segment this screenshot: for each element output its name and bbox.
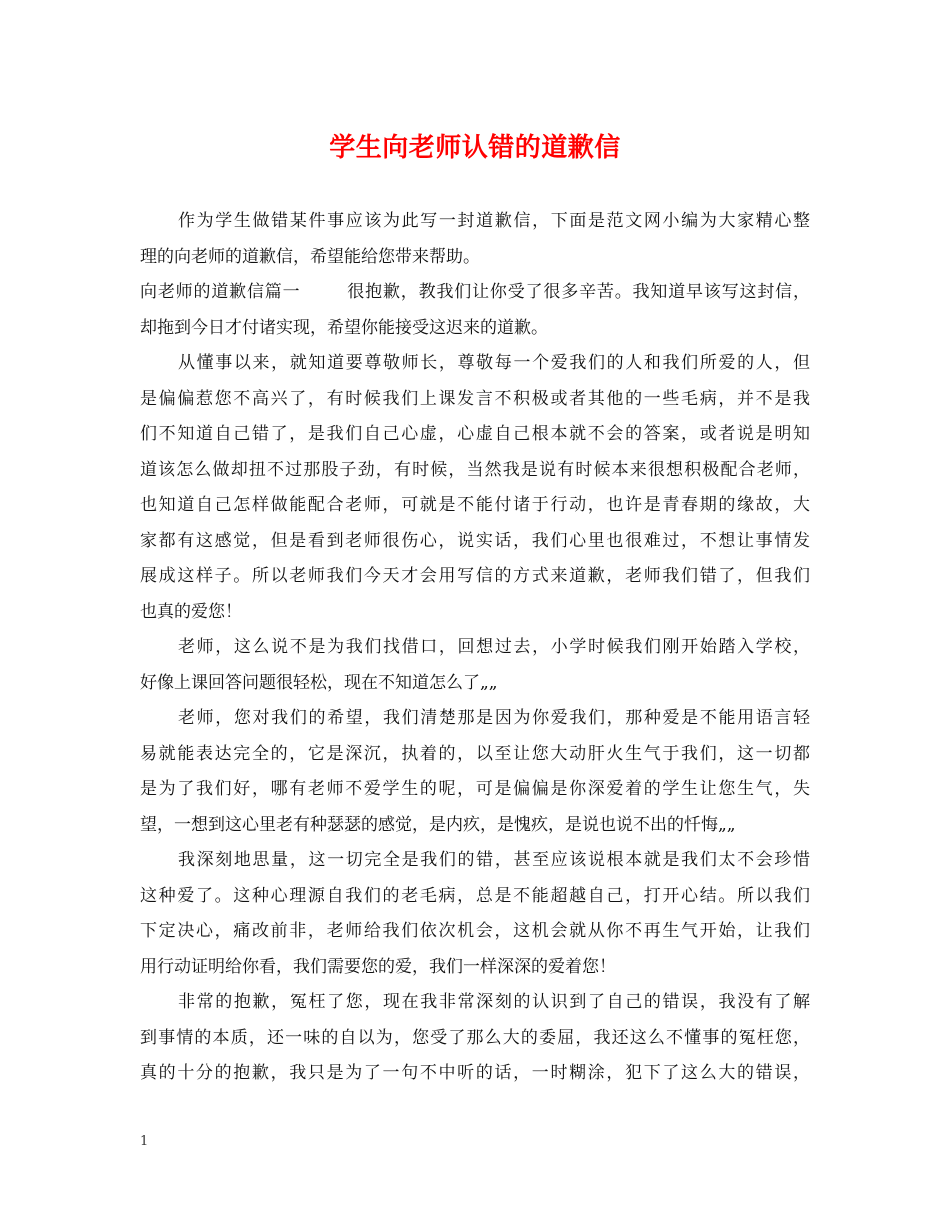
- body-line: 也真的爱您！: [140, 601, 242, 622]
- body-line: 是为了我们好，哪有老师不爱学生的呢，可是偏偏是你深爱着的学生让您生气，失: [140, 779, 810, 799]
- section-heading: 向老师的道歉信篇一: [140, 282, 301, 302]
- body-line: 道该怎么做却扭不过那股子劲，有时候，当然我是说有时候本来很想积极配合老师，: [140, 459, 810, 480]
- body-line: 是偏偏惹您不高兴了，有时候我们上课发言不积极或者其他的一些毛病，并不是我: [140, 388, 810, 409]
- body-line: 老师，这么说不是为我们找借口，回想过去，小学时候我们刚开始踏入学校，: [178, 637, 810, 657]
- body-line: 展成这样子。所以老师我们今天才会用写信的方式来道歉，老师我们错了，但我们: [140, 566, 810, 586]
- body-line: 也知道自己怎样做能配合老师，可就是不能付诸于行动，也许是青春期的缘故，大: [140, 495, 810, 515]
- body-line: 作为学生做错某件事应该为此写一封道歉信，下面是范文网小编为大家精心整: [178, 211, 810, 231]
- body-line: [140, 275, 810, 311]
- document-body: [140, 204, 810, 1092]
- body-line: 从懂事以来，就知道要尊敬师长，尊敬每一个爱我们的人和我们所爱的人，但: [178, 353, 810, 373]
- body-line: 我深刻地思量，这一切完全是我们的错，甚至应该说根本就是我们太不会珍惜: [178, 850, 810, 870]
- body-line: 却拖到今日才付诸实现，希望你能接受这迟来的道歉。: [140, 317, 548, 338]
- body-line: 下定决心，痛改前非，老师给我们依次机会，这机会就从你不再生气开始，让我们: [140, 921, 810, 941]
- body-line: 好像上课回答问题很轻松，现在不知道怎么了„„: [140, 672, 498, 693]
- body-line: 这种爱了。这种心理源自我们的老毛病，总是不能超越自己，打开心结。所以我们: [140, 885, 810, 906]
- body-line: 家都有这感觉，但是看到老师很伤心，说实话，我们心里也很难过，不想让事情发: [140, 530, 810, 551]
- body-line: 望，一想到这心里老有种瑟瑟的感觉，是内疚，是愧疚，是说也说不出的忏悔„„: [140, 814, 736, 835]
- body-line: 理的向老师的道歉信，希望能给您带来帮助。: [140, 246, 480, 267]
- body-line: 到事情的本质，还一味的自以为，您受了那么大的委屈，我还这么不懂事的冤枉您，: [140, 1027, 810, 1048]
- document-title: 学生向老师认错的道歉信: [329, 133, 621, 163]
- body-line: 们不知道自己错了，是我们自己心虚，心虚自己根本就不会的答案，或者说是明知: [140, 424, 810, 444]
- page-number: 1: [140, 1134, 149, 1149]
- body-line: 用行动证明给你看，我们需要您的爱，我们一样深深的爱着您！: [140, 956, 616, 977]
- body-line-text: 很抱歉，教我们让你受了很多辛苦。我知道早该写这封信，: [346, 282, 810, 302]
- body-line: 老师，您对我们的希望，我们清楚那是因为你爱我们，那种爱是不能用语言轻: [178, 708, 810, 728]
- body-line: 非常的抱歉，冤枉了您，现在我非常深刻的认识到了自己的错误，我没有了解: [178, 992, 810, 1012]
- body-line: 易就能表达完全的，它是深沉，执着的，以至让您大动肝火生气于我们，这一切都: [140, 743, 810, 764]
- body-line: 真的十分的抱歉，我只是为了一句不中听的话，一时糊涂，犯下了这么大的错误，: [140, 1063, 810, 1083]
